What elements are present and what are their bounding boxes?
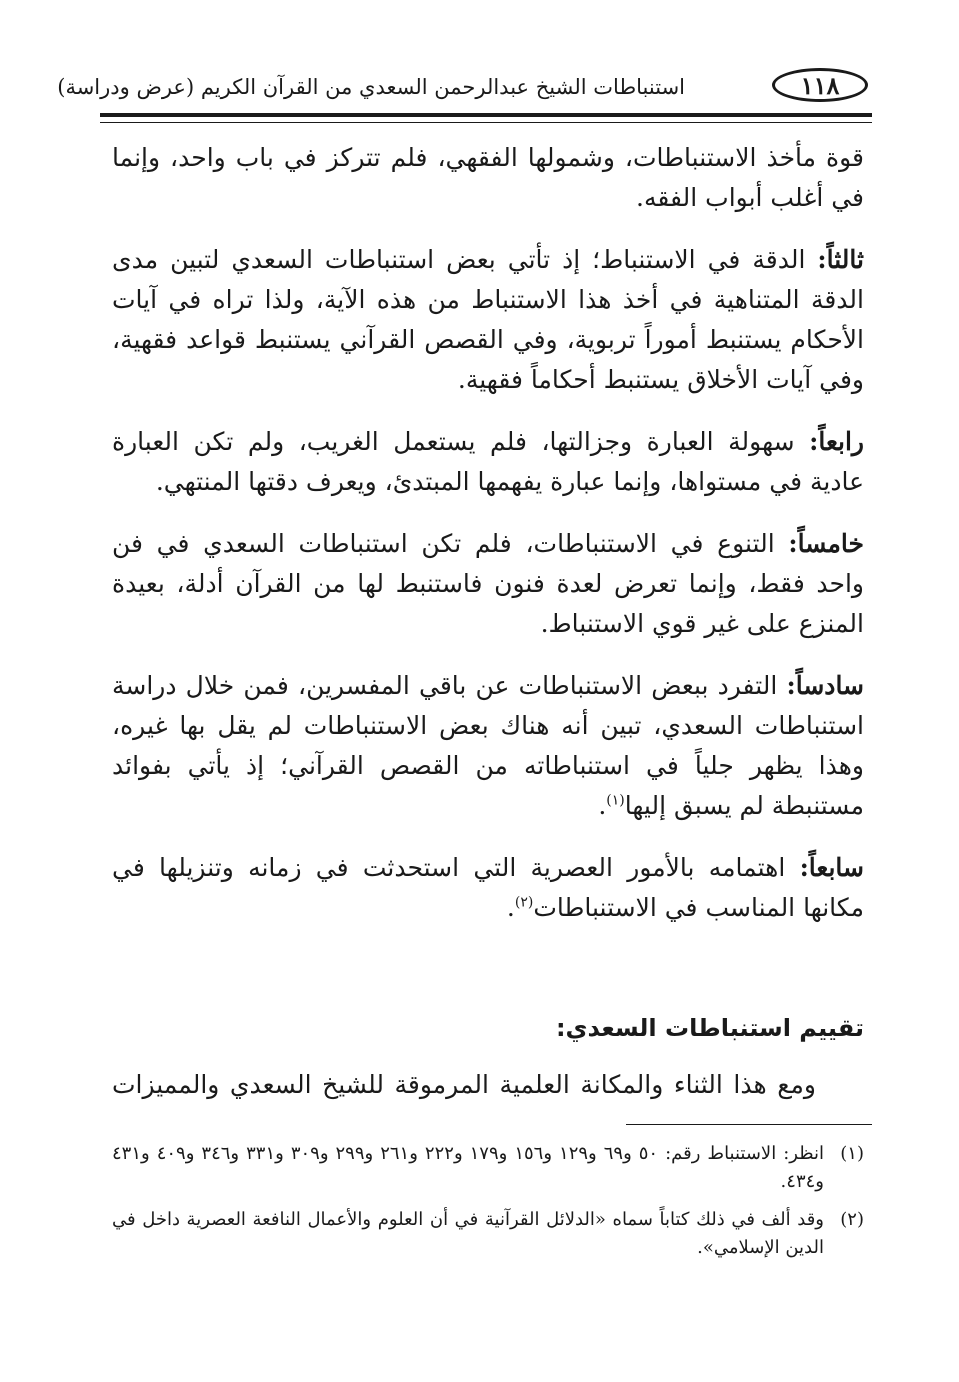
paragraph [112, 848, 864, 928]
footnote [112, 1140, 864, 1196]
paragraph [112, 524, 864, 644]
paragraph [112, 138, 864, 218]
page-number: ١١٨ [800, 70, 840, 100]
section-heading: تقييم استنباطات السعدي: [555, 1014, 864, 1042]
footnote-text: انظر: الاستنباط رقم: ٥٠ و٦٩ و١٢٩ و١٥٦ و١٧٩ و٢٢٢ و٢٦١ و٢٩٩ و٣٠٩ و٣٣١ و٣٤٦ و٤٠٩ و٤٣١ و٤٣٤. [112, 1143, 824, 1192]
body-text [112, 138, 864, 950]
footnote-ref[interactable]: (١) [606, 792, 625, 809]
footnote [112, 1206, 864, 1262]
paragraph-text: سهولة العبارة وجزالتها، فلم يستعمل الغريب، ولم تكن العبارة عادية في مستواها، وإنما عبارة يفهمها المبتدئ، ويعرف دقتها المنتهي. [112, 427, 864, 496]
footnotes [112, 1140, 864, 1272]
page-number-badge [772, 68, 868, 102]
paragraph-lead: خامساً: [788, 529, 865, 558]
paragraph [112, 240, 864, 400]
paragraph-text: التفرد ببعض الاستنباطات عن باقي المفسرين، فمن خلال دراسة استنباطات السعدي، تبين أنه هناك بعض الاستنباطات لم يقل بها غيره، وهذا يظهر جلياً في استنباطاته من القصص القرآني؛ إذ يأتي بفوائد مستنبطة لم يسبق إليها [112, 671, 864, 820]
footnote-text: وقد ألف في ذلك كتاباً سماه «الدلائل القرآنية في أن العلوم والأعمال النافعة العصرية داخل في الدين الإسلامي». [112, 1209, 824, 1258]
header-rule-thin [100, 122, 872, 123]
paragraph-lead: ثالثاً: [817, 245, 864, 274]
paragraph-text: التنوع في الاستنباطات، فلم تكن استنباطات السعدي في فن واحد فقط، وإنما تعرض لعدة فنون فاستنبط لها من القرآن أدلة، بعيدة المنزع على غير قوي الاستنباط. [112, 529, 864, 638]
paragraph-lead: سابعاً: [799, 853, 864, 882]
footnote-number: (٢) [840, 1209, 864, 1230]
paragraph-lead: رابعاً: [809, 427, 864, 456]
paragraph [112, 666, 864, 826]
running-header: استنباطات الشيخ عبدالرحمن السعدي من القرآن الكريم (عرض ودراسة) [57, 75, 685, 99]
paragraph-end: . [598, 791, 607, 820]
paragraph-text: اهتمامه بالأمور العصرية التي استحدثت في زمانه وتنزيلها في مكانها المناسب في الاستنباطات [112, 853, 864, 922]
paragraph-lead: سادساً: [786, 671, 865, 700]
header-rule-thick [100, 113, 872, 117]
footnote-number: (١) [840, 1143, 864, 1164]
paragraph [112, 422, 864, 502]
footnote-ref[interactable]: (٢) [514, 894, 534, 911]
paragraph-text: قوة مأخذ الاستنباطات، وشمولها الفقهي، فلم تتركز في باب واحد، وإنما في أغلب أبواب الفقه. [112, 143, 864, 212]
footnote-separator [626, 1124, 872, 1125]
section-first-line: ومع هذا الثناء والمكانة العلمية المرموقة للشيخ السعدي والمميزات [112, 1070, 816, 1099]
paragraph-text: الدقة في الاستنباط؛ إذ تأتي بعض استنباطات السعدي لتبين مدى الدقة المتناهية في أخذ هذا الاستنباط من هذه الآية، ولذا تراه في آيات الأحكام يستنبط أموراً تربوية، وفي القصص القرآني يستنبط قواعد فقهية، وفي آيات الأخلاق يستنبط أحكاماً فقهية. [112, 245, 864, 394]
paragraph-end: . [506, 893, 515, 922]
